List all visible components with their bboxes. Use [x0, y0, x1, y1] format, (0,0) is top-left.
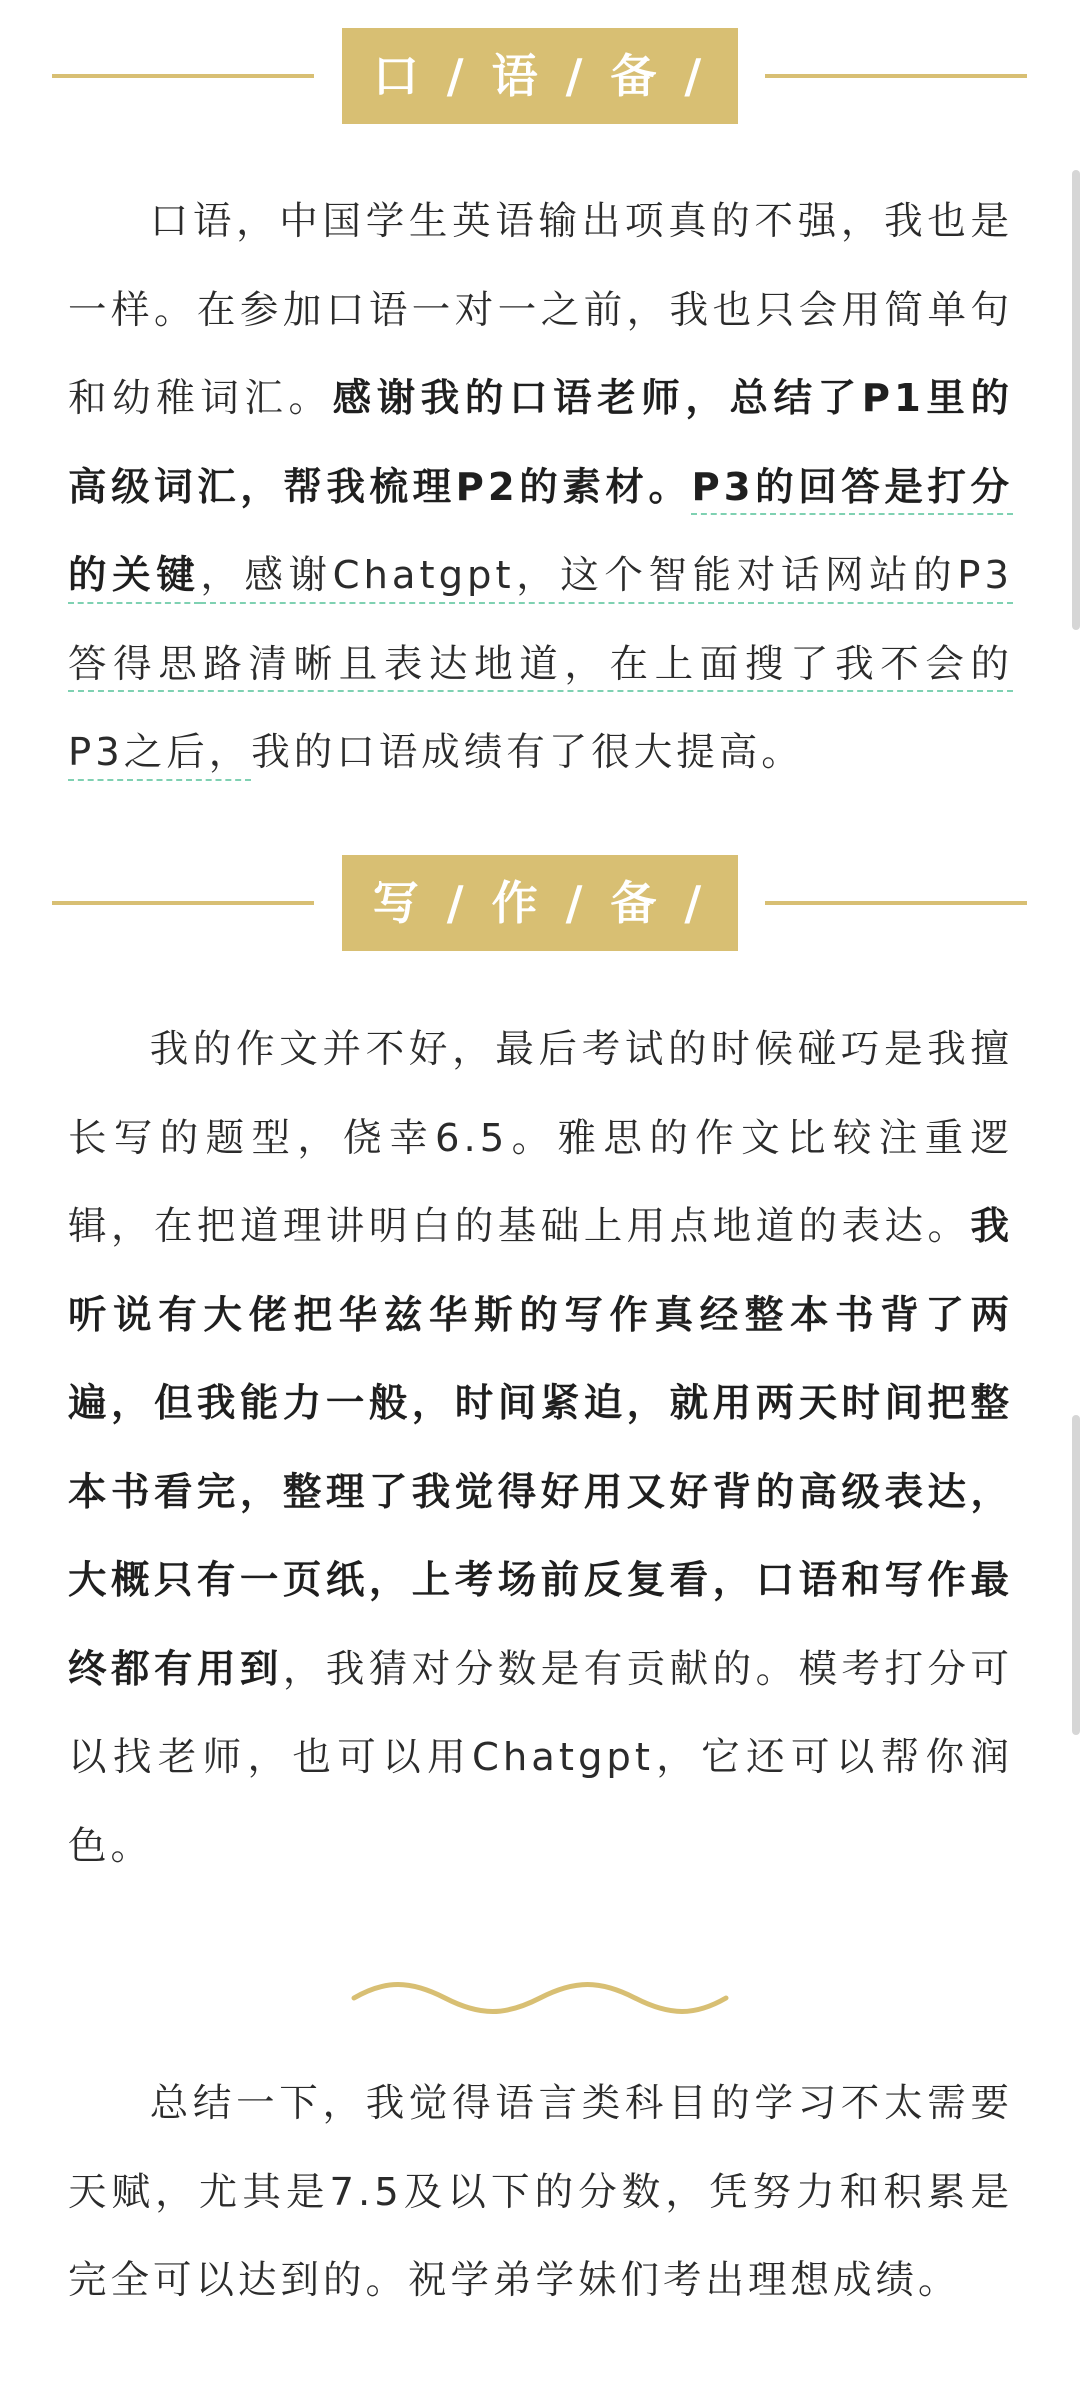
summary-text: 总结一下，我觉得语言类科目的学习不太需要天赋，尤其是7.5及以下的分数，凭努力和积累是完全可以达到的。祝学弟学妹们考出理想成绩。 — [68, 2081, 1013, 2303]
speaking-end-text: 我的口语成绩有了很大提高。 — [251, 730, 804, 775]
speaking-link-text: ，感谢Chatgpt，这个智能对话网站的P3答得思路清晰且表达地道，在上面搜了我不会的P3之后， — [68, 553, 1013, 775]
summary-paragraph — [68, 2060, 1013, 2326]
speaking-title: 口 / 语 / 备 / 考 — [342, 28, 738, 124]
writing-paragraph — [68, 1006, 1013, 1891]
header-rule-right — [765, 901, 1027, 905]
speaking-link-bold: P3的回答是打分的关键 — [68, 464, 1013, 598]
speaking-bold-text: 感谢我的口语老师，总结了P1里的高级词汇，帮我梳理P2的素材。 — [68, 376, 1013, 510]
speaking-text: 口语，中国学生英语输出项真的不强，我也是一样。在参加口语一对一之前，我也只会用简单句和幼稚词汇。 — [68, 199, 1013, 421]
writing-title: 写 / 作 / 备 / 考 — [342, 855, 738, 951]
writing-bold-text: 我听说有大佬把华兹华斯的写作真经整本书背了两遍，但我能力一般，时间紧迫，就用两天时间把整本书看完，整理了我觉得好用又好背的高级表达，大概只有一页纸，上考场前反复看，口语和写作最终都有用到 — [68, 1204, 1013, 1692]
writing-end-text: ，我猜对分数是有贡献的。模考打分可以找老师，也可以用Chatgpt，它还可以帮你润色。 — [68, 1646, 1013, 1869]
scrollbar-thumb-middle[interactable] — [1072, 1415, 1080, 1735]
writing-section-header — [0, 855, 1080, 1026]
header-rule-left — [52, 901, 314, 905]
speaking-section-header — [0, 28, 1080, 199]
writing-text: 我的作文并不好，最后考试的时候碰巧是我擅长写的题型，侥幸6.5。雅思的作文比较注重逻辑，在把道理讲明白的基础上用点地道的表达。 — [68, 1027, 1013, 1249]
chatgpt-link[interactable] — [68, 465, 1013, 776]
scrollbar-thumb-top[interactable] — [1072, 170, 1080, 630]
wave-divider — [350, 1980, 730, 2020]
header-rule-left — [52, 74, 314, 78]
speaking-paragraph — [68, 178, 1013, 798]
header-rule-right — [765, 74, 1027, 78]
